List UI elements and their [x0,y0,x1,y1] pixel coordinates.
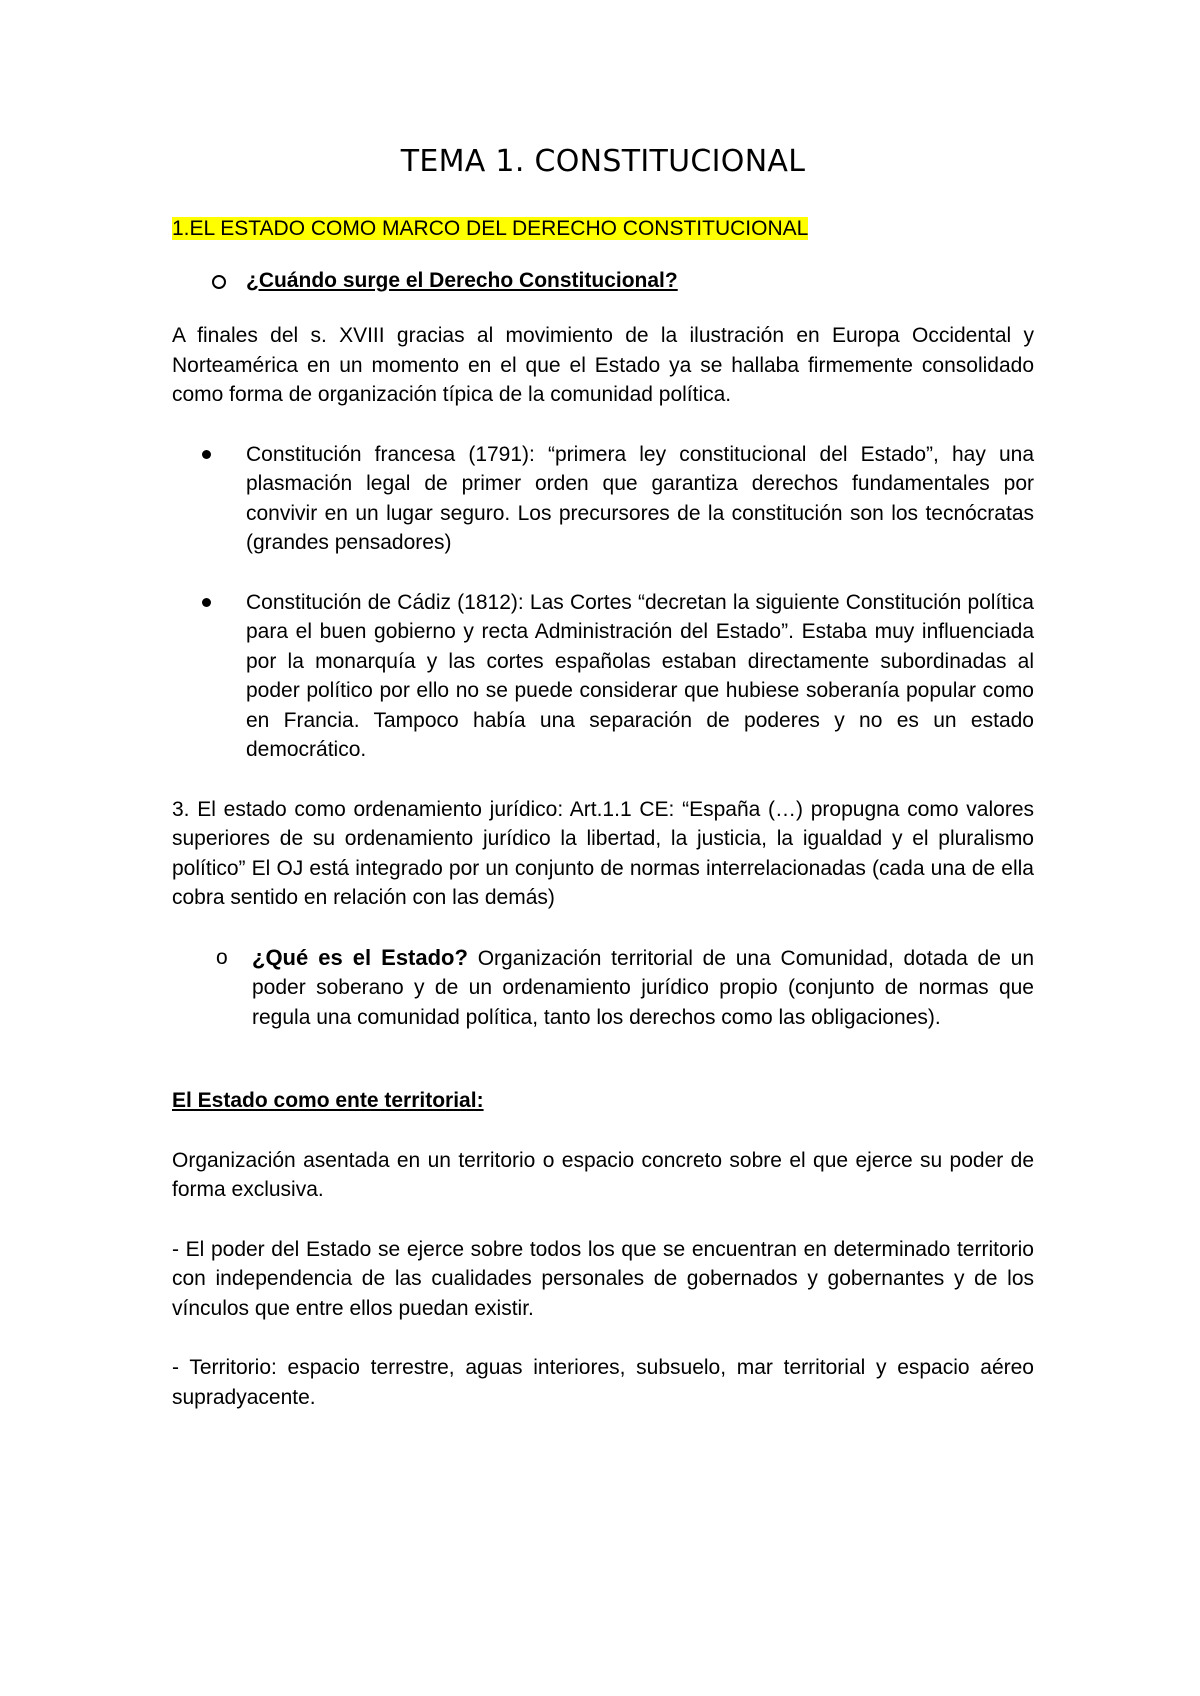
paragraph-origin: A finales del s. XVIII gracias al movimiento de la ilustración en Europa Occidental y Norteamérica en un momento en el que el Estado ya se hallaba firmemente consolidado como forma de organización típica de la comunidad política. [172,324,1034,406]
bullet-dot-icon [202,598,211,607]
bullet-list [172,440,1034,765]
paragraph-territory: - Territorio: espacio terrestre, aguas interiores, subsuelo, mar territorial y espacio aéreo supradyacente. [172,1356,1034,1409]
section-heading [172,214,1034,244]
paragraph-territory-def: Organización asentada en un territorio o espacio concreto sobre el que ejerce su poder de forma exclusiva. [172,1148,1034,1201]
list-item-text: Constitución francesa (1791): “primera ley constitucional del Estado”, hay una plasmación legal de primer orden que garantiza derechos fundamentales por convivir en un lugar seguro. Los precursores de la constitución son los tecnócratas (grandes pensadores) [246,442,1034,554]
question-item [172,943,1034,1033]
list-item [172,588,1034,765]
paragraph-power: - El poder del Estado se ejerce sobre todos los que se encuentran en determinado territorio con independencia de las cualidades personales de gobernados y gobernantes y de los vínculos que entre ellos puedan existir. [172,1237,1034,1320]
document-body [172,128,1034,1442]
paragraph-legal-order: 3. El estado como ordenamiento jurídico: Art.1.1 CE: “España (…) propugna como valores superiores de su ordenamiento jurídico la libertad, la justicia, la igualdad y el pluralismo político” El OJ está integrado por un conjunto de normas interrelacionadas (cada una de ella cobra sentido en relación con las demás) [172,797,1034,909]
list-marker-o: o [216,945,228,969]
list-item [172,440,1034,558]
question-text: ¿Cuándo surge el Derecho Constitucional? [246,268,678,292]
subheading-territorial: El Estado como ente territorial: [172,1089,484,1112]
bullet-dot-icon [202,450,211,459]
circle-outline-icon [212,275,226,289]
page-title: TEMA 1. CONSTITUCIONAL [400,144,806,179]
question-item [172,266,1034,296]
question-answer: Organización territorial de una Comunidad, dotada de un poder soberano y de un ordenamiento jurídico propio (conjunto de normas que regula una comunidad política, tanto los derechos como las obligaciones). [252,946,1034,1029]
question-bold: ¿Qué es el Estado? [252,944,468,970]
list-item-text: Constitución de Cádiz (1812): Las Cortes “decretan la siguiente Constitución política para el buen gobierno y recta Administración del Estado”. Estaba muy influenciada por la monarquía y las cortes españolas estaban directamente subordinadas al poder político por ello no se puede considerar que hubiese soberanía popular como en Francia. Tampoco había una separación de poderes y no es un estado democrático. [246,590,1034,761]
highlighted-heading-text: 1.EL ESTADO COMO MARCO DEL DERECHO CONSTITUCIONAL [172,217,809,240]
